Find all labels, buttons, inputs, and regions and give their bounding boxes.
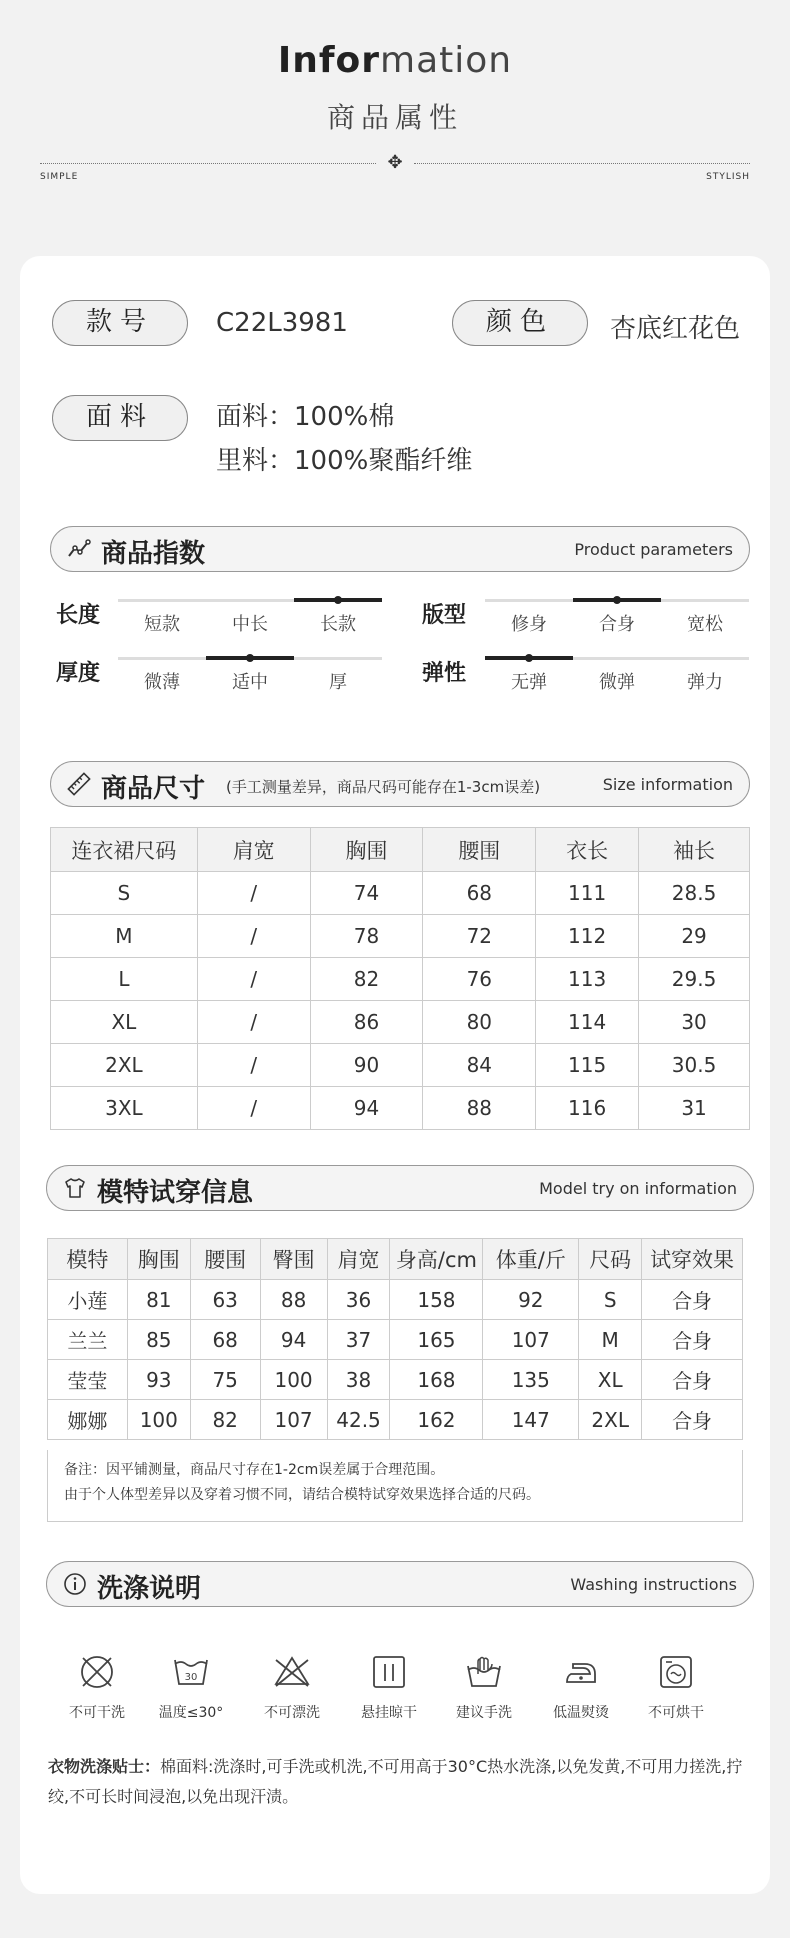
table-cell: L (51, 958, 198, 1001)
index-selected-dot (334, 596, 342, 604)
page-title: Information (277, 40, 513, 81)
table-header-cell: 尺码 (579, 1239, 642, 1280)
wash-tips-text: 棉面料:洗涤时,可手洗或机洗,不可用高于30°C热水洗涤,以免发黄,不可用力搓洗,拧绞,不可长时间浸泡,以免出现汗渍。 (48, 1757, 743, 1806)
table-header-cell: 胸围 (127, 1239, 190, 1280)
section-title-size: 商品尺寸 (101, 774, 206, 804)
index-selected-dot (525, 654, 533, 662)
table-header-cell: 身高/cm (390, 1239, 483, 1280)
index-option: 弹力 (687, 672, 723, 693)
hand-wash-icon (440, 1652, 528, 1692)
table-cell: 74 (310, 872, 423, 915)
table-cell: 68 (423, 872, 536, 915)
ornament-icon: ✥ (387, 152, 403, 173)
index-option: 短款 (144, 614, 180, 635)
table-cell: / (197, 1087, 310, 1130)
index-option: 微弹 (599, 672, 635, 693)
color-label: 颜色 (452, 300, 588, 346)
table-row (51, 915, 750, 958)
tag-stylish: STYLISH (706, 172, 750, 182)
wash-label: 不可干洗 (69, 1705, 125, 1721)
table-cell: 68 (190, 1320, 260, 1360)
section-bar-index (50, 526, 750, 572)
table-row (51, 958, 750, 1001)
table-cell: 88 (260, 1280, 327, 1320)
wash-item (248, 1652, 336, 1722)
index-selected-dot (246, 654, 254, 662)
table-cell: 29.5 (639, 958, 750, 1001)
table-cell: S (51, 872, 198, 915)
index-label: 长度 (56, 603, 101, 628)
no-tumble-dry-icon (632, 1652, 720, 1692)
table-cell: M (579, 1320, 642, 1360)
table-cell: 78 (310, 915, 423, 958)
table-cell: 合身 (642, 1400, 743, 1440)
wash-label: 不可漂洗 (264, 1705, 320, 1721)
ruler-icon (67, 772, 91, 796)
table-header-cell: 肩宽 (327, 1239, 390, 1280)
table-header-cell: 衣长 (536, 828, 639, 872)
index-label: 弹性 (422, 661, 467, 686)
table-cell: 28.5 (639, 872, 750, 915)
table-header-cell: 连衣裙尺码 (51, 828, 198, 872)
wash-label: 温度≤30° (158, 1705, 224, 1721)
table-cell: 娜娜 (48, 1400, 128, 1440)
table-header-cell: 试穿效果 (642, 1239, 743, 1280)
table-cell: / (197, 872, 310, 915)
table-row (48, 1320, 743, 1360)
table-cell: 30.5 (639, 1044, 750, 1087)
table-row (48, 1400, 743, 1440)
table-cell: 158 (390, 1280, 483, 1320)
table-cell: 38 (327, 1360, 390, 1400)
color-value: 杏底红花色 (610, 314, 741, 344)
table-cell: 90 (310, 1044, 423, 1087)
index-track (485, 599, 749, 602)
style-no-label: 款号 (52, 300, 188, 346)
wash-label: 低温熨烫 (553, 1705, 609, 1721)
table-cell: 75 (190, 1360, 260, 1400)
table-cell: / (197, 915, 310, 958)
model-note-line-2: 由于个人体型差异以及穿着习惯不同，请结合模特试穿效果选择合适的尺码。 (64, 1487, 540, 1503)
table-cell: 116 (536, 1087, 639, 1130)
section-bar-wash (46, 1561, 754, 1607)
table-cell: 76 (423, 958, 536, 1001)
section-note-size: (手工测量差异，商品尺码可能存在1-3cm误差) (226, 778, 541, 796)
table-cell: 小莲 (48, 1280, 128, 1320)
wash-item (53, 1652, 141, 1722)
index-option: 修身 (511, 614, 547, 635)
table-cell: M (51, 915, 198, 958)
table-cell: 94 (260, 1320, 327, 1360)
wash-label: 建议手洗 (456, 1705, 512, 1721)
wash-item (632, 1652, 720, 1722)
table-header-cell: 肩宽 (197, 828, 310, 872)
section-en-index: Product parameters (574, 540, 733, 559)
table-cell: 165 (390, 1320, 483, 1360)
no-dry-clean-icon (53, 1652, 141, 1692)
index-option: 中长 (232, 614, 268, 635)
section-bar-model (46, 1165, 754, 1211)
table-cell: 72 (423, 915, 536, 958)
table-cell: 115 (536, 1044, 639, 1087)
table-row (48, 1360, 743, 1400)
table-cell: 合身 (642, 1320, 743, 1360)
index-option: 微薄 (144, 672, 180, 693)
section-title-index: 商品指数 (101, 539, 206, 569)
table-header-cell: 模特 (48, 1239, 128, 1280)
table-row (51, 1087, 750, 1130)
table-cell: 93 (127, 1360, 190, 1400)
table-cell: 莹莹 (48, 1360, 128, 1400)
trend-line-icon (67, 537, 91, 561)
table-cell: 107 (260, 1400, 327, 1440)
table-cell: 111 (536, 872, 639, 915)
table-cell: 42.5 (327, 1400, 390, 1440)
wash-item (537, 1652, 625, 1722)
wash-tips-label: 衣物洗涤贴士： (48, 1757, 161, 1776)
index-option: 合身 (599, 614, 635, 635)
table-cell: 112 (536, 915, 639, 958)
fabric-label: 面料 (52, 395, 188, 441)
table-cell: 37 (327, 1320, 390, 1360)
model-note-line-1: 备注：因平铺测量，商品尺寸存在1-2cm误差属于合理范围。 (64, 1462, 445, 1478)
table-cell: 113 (536, 958, 639, 1001)
table-cell: / (197, 1044, 310, 1087)
table-cell: 114 (536, 1001, 639, 1044)
info-icon (63, 1572, 87, 1596)
section-en-wash: Washing instructions (570, 1575, 737, 1594)
table-cell: 100 (260, 1360, 327, 1400)
table-cell: 85 (127, 1320, 190, 1360)
divider-right (414, 163, 750, 164)
section-title-wash: 洗涤说明 (97, 1574, 202, 1604)
section-en-model: Model try on information (539, 1179, 737, 1198)
tshirt-icon (63, 1176, 87, 1200)
table-cell: 147 (483, 1400, 579, 1440)
table-cell: 合身 (642, 1280, 743, 1320)
model-note (47, 1450, 743, 1522)
section-en-size: Size information (602, 775, 733, 794)
table-row (48, 1280, 743, 1320)
table-cell: 36 (327, 1280, 390, 1320)
index-label: 版型 (422, 603, 467, 628)
table-cell: 135 (483, 1360, 579, 1400)
index-track (118, 599, 382, 602)
wash-tips (48, 1752, 758, 1812)
table-cell: / (197, 1001, 310, 1044)
table-cell: 100 (127, 1400, 190, 1440)
index-option: 长款 (320, 614, 356, 635)
table-cell: 92 (483, 1280, 579, 1320)
table-cell: 80 (423, 1001, 536, 1044)
table-cell: 2XL (579, 1400, 642, 1440)
style-no-value: C22L3981 (216, 308, 348, 338)
size-table (50, 827, 750, 1130)
model-table (47, 1238, 743, 1440)
low-iron-icon (537, 1652, 625, 1692)
hang-dry-icon (345, 1652, 433, 1692)
index-option: 宽松 (687, 614, 723, 635)
table-cell: 168 (390, 1360, 483, 1400)
index-track (485, 657, 749, 660)
fabric-line-2: 里料：100%聚酯纤维 (216, 446, 473, 476)
table-header-cell: 臀围 (260, 1239, 327, 1280)
table-cell: 3XL (51, 1087, 198, 1130)
index-selected-dot (613, 596, 621, 604)
table-header-row (51, 828, 750, 872)
table-cell: / (197, 958, 310, 1001)
index-option: 厚 (329, 672, 347, 693)
table-header-cell: 腰围 (190, 1239, 260, 1280)
table-cell: 107 (483, 1320, 579, 1360)
table-cell: XL (579, 1360, 642, 1400)
index-option: 适中 (232, 672, 268, 693)
wash-label: 悬挂晾干 (361, 1705, 417, 1721)
table-cell: 兰兰 (48, 1320, 128, 1360)
wash-30-icon (147, 1652, 235, 1692)
tag-simple: SIMPLE (40, 172, 79, 182)
table-cell: 88 (423, 1087, 536, 1130)
wash-item (345, 1652, 433, 1722)
table-cell: 63 (190, 1280, 260, 1320)
table-cell: 84 (423, 1044, 536, 1087)
table-cell: 162 (390, 1400, 483, 1440)
table-row (51, 1001, 750, 1044)
index-label: 厚度 (56, 661, 101, 686)
table-row (51, 1044, 750, 1087)
table-header-cell: 腰围 (423, 828, 536, 872)
table-cell: 29 (639, 915, 750, 958)
table-cell: 31 (639, 1087, 750, 1130)
table-header-cell: 袖长 (639, 828, 750, 872)
table-cell: S (579, 1280, 642, 1320)
wash-item (147, 1652, 235, 1722)
table-cell: 94 (310, 1087, 423, 1130)
index-track (118, 657, 382, 660)
page-subtitle: 商品属性 (326, 101, 463, 134)
section-bar-size (50, 761, 750, 807)
index-option: 无弹 (511, 672, 547, 693)
divider-left (40, 163, 376, 164)
table-cell: 86 (310, 1001, 423, 1044)
table-cell: XL (51, 1001, 198, 1044)
no-bleach-icon (248, 1652, 336, 1692)
section-title-model: 模特试穿信息 (97, 1178, 254, 1208)
table-cell: 82 (310, 958, 423, 1001)
table-cell: 30 (639, 1001, 750, 1044)
wash-item (440, 1652, 528, 1722)
svg-text:30: 30 (184, 1672, 198, 1683)
wash-label: 不可烘干 (648, 1705, 704, 1721)
table-cell: 82 (190, 1400, 260, 1440)
table-header-cell: 体重/斤 (483, 1239, 579, 1280)
table-header-cell: 胸围 (310, 828, 423, 872)
table-header-row (48, 1239, 743, 1280)
table-cell: 81 (127, 1280, 190, 1320)
table-row (51, 872, 750, 915)
fabric-line-1: 面料：100%棉 (216, 402, 395, 432)
page-header (0, 0, 790, 255)
table-cell: 2XL (51, 1044, 198, 1087)
table-cell: 合身 (642, 1360, 743, 1400)
